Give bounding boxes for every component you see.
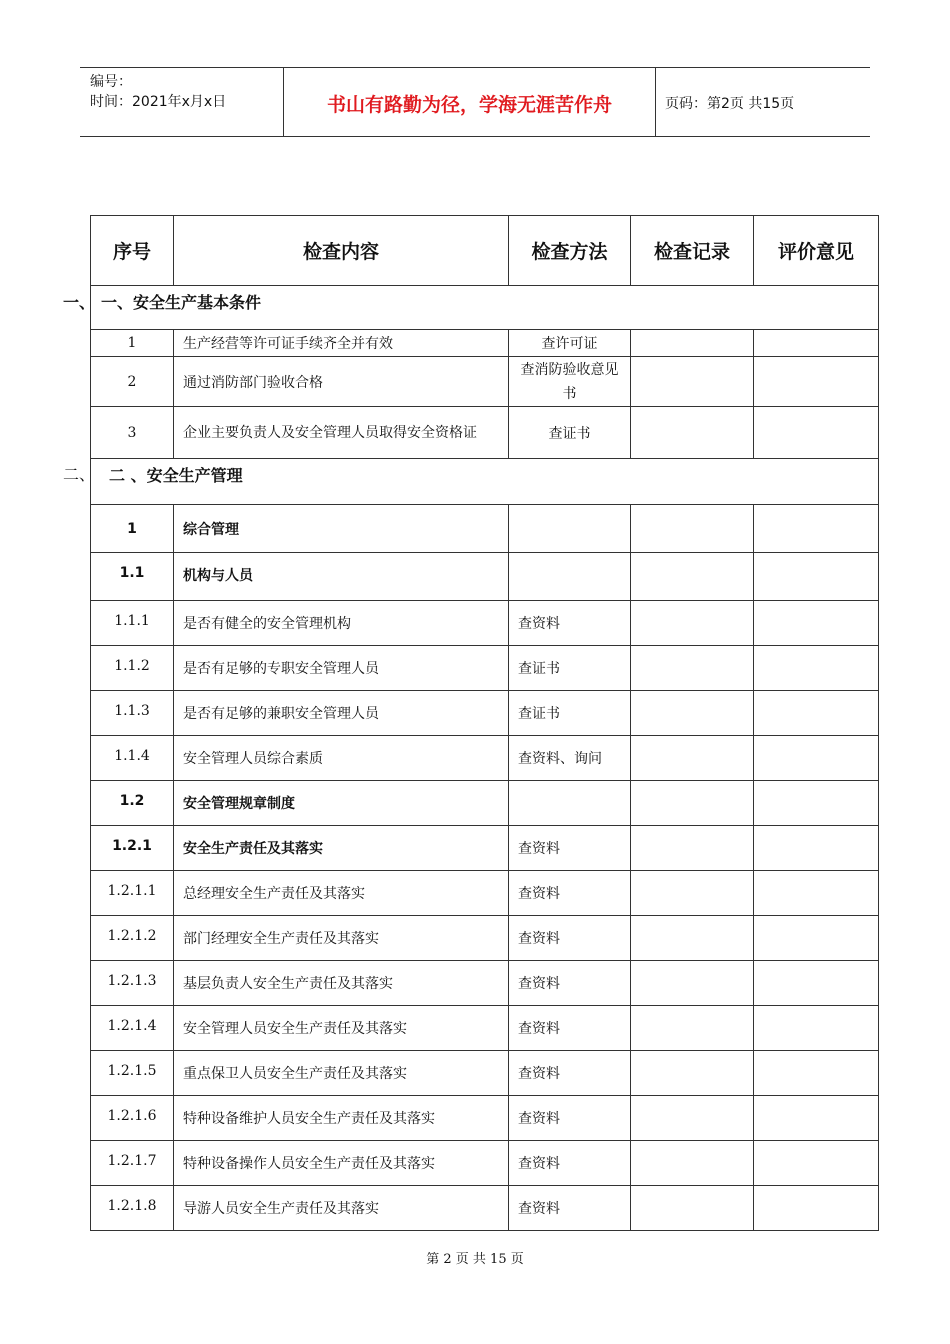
col-header-content: 检查内容 xyxy=(174,216,509,286)
row-content: 综合管理 xyxy=(174,505,509,553)
table-row xyxy=(91,781,879,826)
row-method: 查证书 xyxy=(509,646,631,691)
row-evaluation xyxy=(754,1006,879,1051)
page-header xyxy=(80,67,870,137)
row-evaluation xyxy=(754,826,879,871)
row-content: 安全生产责任及其落实 xyxy=(174,826,509,871)
row-method: 查证书 xyxy=(509,407,631,459)
section-row xyxy=(91,286,879,330)
table-row xyxy=(91,553,879,601)
row-method: 查资料 xyxy=(509,1096,631,1141)
table-row xyxy=(91,961,879,1006)
row-content: 安全管理人员安全生产责任及其落实 xyxy=(174,1006,509,1051)
row-num: 1.2.1.7 xyxy=(91,1141,174,1186)
table-row xyxy=(91,601,879,646)
row-evaluation xyxy=(754,1051,879,1096)
table-row xyxy=(91,1051,879,1096)
col-header-evaluation: 评价意见 xyxy=(754,216,879,286)
row-content: 基层负责人安全生产责任及其落实 xyxy=(174,961,509,1006)
row-num: 1.2.1.3 xyxy=(91,961,174,1006)
row-record xyxy=(631,1141,754,1186)
row-num: 1 xyxy=(91,330,174,357)
row-record xyxy=(631,736,754,781)
table-row xyxy=(91,1186,879,1231)
row-content: 通过消防部门验收合格 xyxy=(174,357,509,407)
row-record xyxy=(631,357,754,407)
row-num: 1.2.1.1 xyxy=(91,871,174,916)
section-title: 一、安全生产基本条件 xyxy=(91,286,879,330)
col-header-record: 检查记录 xyxy=(631,216,754,286)
row-evaluation xyxy=(754,961,879,1006)
row-evaluation xyxy=(754,871,879,916)
number-label: 编号： xyxy=(90,74,132,90)
row-num: 1.2.1.8 xyxy=(91,1186,174,1231)
row-method: 查资料 xyxy=(509,1141,631,1186)
row-content: 是否有足够的专职安全管理人员 xyxy=(174,646,509,691)
row-record xyxy=(631,691,754,736)
row-content: 特种设备操作人员安全生产责任及其落实 xyxy=(174,1141,509,1186)
col-header-method: 检查方法 xyxy=(509,216,631,286)
row-method: 查资料、询问 xyxy=(509,736,631,781)
row-record xyxy=(631,1186,754,1231)
row-num: 1.2.1 xyxy=(91,826,174,871)
inspection-table xyxy=(90,215,879,1231)
row-content: 是否有健全的安全管理机构 xyxy=(174,601,509,646)
table-header-row xyxy=(91,216,879,286)
row-evaluation xyxy=(754,505,879,553)
row-evaluation xyxy=(754,357,879,407)
row-method: 查证书 xyxy=(509,691,631,736)
row-content: 是否有足够的兼职安全管理人员 xyxy=(174,691,509,736)
row-content: 重点保卫人员安全生产责任及其落实 xyxy=(174,1051,509,1096)
section2-outside-label: 二、 xyxy=(63,465,96,484)
row-evaluation xyxy=(754,330,879,357)
row-record xyxy=(631,505,754,553)
row-num: 1.1.3 xyxy=(91,691,174,736)
row-evaluation xyxy=(754,601,879,646)
table-row xyxy=(91,1096,879,1141)
row-num: 2 xyxy=(91,357,174,407)
row-record xyxy=(631,553,754,601)
table-row xyxy=(91,505,879,553)
row-record xyxy=(631,871,754,916)
row-num: 1.2 xyxy=(91,781,174,826)
row-method xyxy=(509,553,631,601)
row-record xyxy=(631,916,754,961)
row-method: 查消防验收意见书 xyxy=(509,357,631,407)
row-record xyxy=(631,1006,754,1051)
col-header-num: 序号 xyxy=(91,216,174,286)
row-evaluation xyxy=(754,553,879,601)
table-row xyxy=(91,826,879,871)
row-record xyxy=(631,407,754,459)
row-content: 机构与人员 xyxy=(174,553,509,601)
row-record xyxy=(631,1051,754,1096)
row-content: 总经理安全生产责任及其落实 xyxy=(174,871,509,916)
row-evaluation xyxy=(754,781,879,826)
row-content: 安全管理规章制度 xyxy=(174,781,509,826)
row-evaluation xyxy=(754,1096,879,1141)
row-method: 查资料 xyxy=(509,961,631,1006)
row-num: 1.1.1 xyxy=(91,601,174,646)
section-title: 二 、安全生产管理 xyxy=(91,459,879,505)
row-method: 查许可证 xyxy=(509,330,631,357)
section1-outside-label: 一、 xyxy=(63,293,96,312)
table-row xyxy=(91,1006,879,1051)
row-num: 1.2.1.2 xyxy=(91,916,174,961)
row-method xyxy=(509,505,631,553)
header-page-info: 页码：第2页 共15页 xyxy=(665,96,795,112)
row-content: 生产经营等许可证手续齐全并有效 xyxy=(174,330,509,357)
row-evaluation xyxy=(754,407,879,459)
row-evaluation xyxy=(754,736,879,781)
row-num: 1.1.4 xyxy=(91,736,174,781)
row-evaluation xyxy=(754,1141,879,1186)
row-num: 3 xyxy=(91,407,174,459)
table-row xyxy=(91,357,879,407)
row-num: 1.2.1.5 xyxy=(91,1051,174,1096)
table-row xyxy=(91,407,879,459)
row-method: 查资料 xyxy=(509,601,631,646)
table-row xyxy=(91,871,879,916)
row-content: 企业主要负责人及安全管理人员取得安全资格证 xyxy=(174,407,509,459)
row-evaluation xyxy=(754,646,879,691)
row-evaluation xyxy=(754,1186,879,1231)
table-row xyxy=(91,1141,879,1186)
header-motto: 书山有路勤为径，学海无涯苦作舟 xyxy=(326,94,612,116)
row-num: 1.2.1.4 xyxy=(91,1006,174,1051)
row-evaluation xyxy=(754,916,879,961)
row-content: 特种设备维护人员安全生产责任及其落实 xyxy=(174,1096,509,1141)
row-method: 查资料 xyxy=(509,1186,631,1231)
table-row xyxy=(91,916,879,961)
table-row xyxy=(91,736,879,781)
row-record xyxy=(631,646,754,691)
row-record xyxy=(631,961,754,1006)
row-evaluation xyxy=(754,691,879,736)
row-method: 查资料 xyxy=(509,1006,631,1051)
row-record xyxy=(631,826,754,871)
section-row xyxy=(91,459,879,505)
row-method: 查资料 xyxy=(509,826,631,871)
header-meta xyxy=(90,72,226,112)
row-num: 1.2.1.6 xyxy=(91,1096,174,1141)
row-method: 查资料 xyxy=(509,871,631,916)
row-record xyxy=(631,330,754,357)
table-row xyxy=(91,330,879,357)
row-method: 查资料 xyxy=(509,916,631,961)
row-num: 1 xyxy=(91,505,174,553)
row-num: 1.1.2 xyxy=(91,646,174,691)
row-num: 1.1 xyxy=(91,553,174,601)
row-method xyxy=(509,781,631,826)
row-content: 部门经理安全生产责任及其落实 xyxy=(174,916,509,961)
page-footer: 第 2 页 共 15 页 xyxy=(426,1252,524,1267)
time-label: 时间：2021年x月x日 xyxy=(90,94,227,110)
row-record xyxy=(631,1096,754,1141)
row-content: 导游人员安全生产责任及其落实 xyxy=(174,1186,509,1231)
table-row xyxy=(91,646,879,691)
row-method: 查资料 xyxy=(509,1051,631,1096)
row-record xyxy=(631,781,754,826)
row-content: 安全管理人员综合素质 xyxy=(174,736,509,781)
table-row xyxy=(91,691,879,736)
row-record xyxy=(631,601,754,646)
